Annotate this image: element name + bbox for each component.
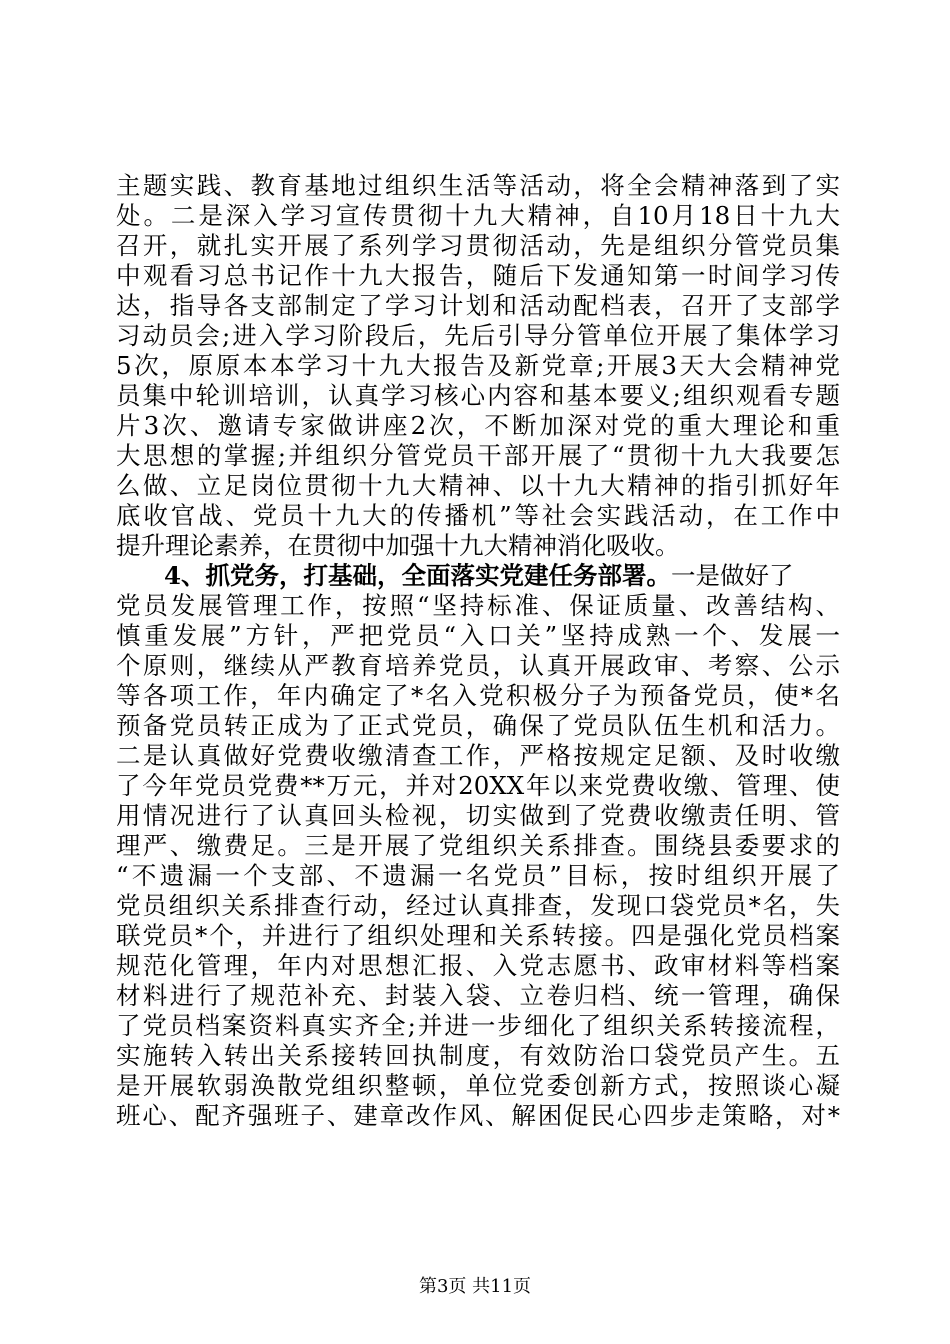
text-line: 实施转入转出关系接转回执制度，有效防治口袋党员产生。五	[116, 1041, 840, 1070]
text-line: 召开，就扎实开展了系列学习贯彻活动，先是组织分管党员集	[116, 231, 840, 260]
text-line: 习动员会;进入学习阶段后，先后引导分管单位开展了集体学习	[116, 321, 840, 350]
text-line: 党员发展管理工作，按照“坚持标准、保证质量、改善结构、	[116, 591, 840, 620]
text-line: 慎重发展”方针，严把党员“入口关”坚持成熟一个、发展一	[116, 621, 840, 650]
text-line: 材料进行了规范补充、封装入袋、立卷归档、统一管理，确保	[116, 981, 840, 1010]
text-line: 提升理论素养，在贯彻中加强十九大精神消化吸收。	[116, 531, 680, 560]
section-4-heading: 4、抓党务，打基础，全面落实党建任务部署。	[164, 561, 672, 590]
text-line: 是开展软弱涣散党组织整顿，单位党委创新方式，按照谈心凝	[116, 1071, 840, 1100]
text-line: 中观看习总书记作十九大报告，随后下发通知第一时间学习传	[116, 261, 840, 290]
text-line: 规范化管理，年内对思想汇报、入党志愿书、政审材料等档案	[116, 951, 840, 980]
text-line: 员集中轮训培训，认真学习核心内容和基本要义;组织观看专题	[116, 381, 840, 410]
text-line: 底收官战、党员十九大的传播机”等社会实践活动，在工作中	[116, 501, 840, 530]
text-line: 5次，原原本本学习十九大报告及新党章;开展3天大会精神党	[116, 351, 840, 380]
text-line: 达，指导各支部制定了学习计划和活动配档表，召开了支部学	[116, 291, 840, 320]
text-line: 了今年党员党费**万元，并对20XX年以来党费收缴、管理、使	[116, 771, 840, 800]
text-line: 联党员*个，并进行了组织处理和关系转接。四是强化党员档案	[116, 921, 840, 950]
section-4-first-rest: 一是做好了	[671, 561, 794, 590]
text-line: 预备党员转正成为了正式党员，确保了党员队伍生机和活力。	[116, 711, 840, 740]
text-line: 二是认真做好党费收缴清查工作，严格按规定足额、及时收缴	[116, 741, 840, 770]
text-line: 个原则，继续从严教育培养党员，认真开展政审、考察、公示	[116, 651, 840, 680]
document-body	[116, 171, 840, 1131]
page-number-footer: 第3页 共11页	[418, 1276, 532, 1297]
text-line: 么做、立足岗位贯彻十九大精神、以十九大精神的指引抓好年	[116, 471, 840, 500]
text-line: 大思想的掌握;并组织分管党员干部开展了“贯彻十九大我要怎	[116, 441, 840, 470]
text-line: 党员组织关系排查行动，经过认真排查，发现口袋党员*名，失	[116, 891, 840, 920]
text-line: 等各项工作，年内确定了*名入党积极分子为预备党员，使*名	[116, 681, 840, 710]
text-line: 用情况进行了认真回头检视，切实做到了党费收缴责任明、管	[116, 801, 840, 830]
text-line: 主题实践、教育基地过组织生活等活动，将全会精神落到了实	[116, 171, 840, 200]
text-line: “不遗漏一个支部、不遗漏一名党员”目标，按时组织开展了	[116, 861, 840, 890]
text-line: 理严、缴费足。三是开展了党组织关系排查。围绕县委要求的	[116, 831, 840, 860]
text-line: 班心、配齐强班子、建章改作风、解困促民心四步走策略，对*	[116, 1101, 840, 1130]
text-line: 片3次、邀请专家做讲座2次，不断加深对党的重大理论和重	[116, 411, 840, 440]
section-4-first-line	[116, 561, 840, 591]
text-line: 了党员档案资料真实齐全;并进一步细化了组织关系转接流程，	[116, 1011, 840, 1040]
text-line: 处。二是深入学习宣传贯彻十九大精神，自10月18日十九大	[116, 201, 840, 230]
